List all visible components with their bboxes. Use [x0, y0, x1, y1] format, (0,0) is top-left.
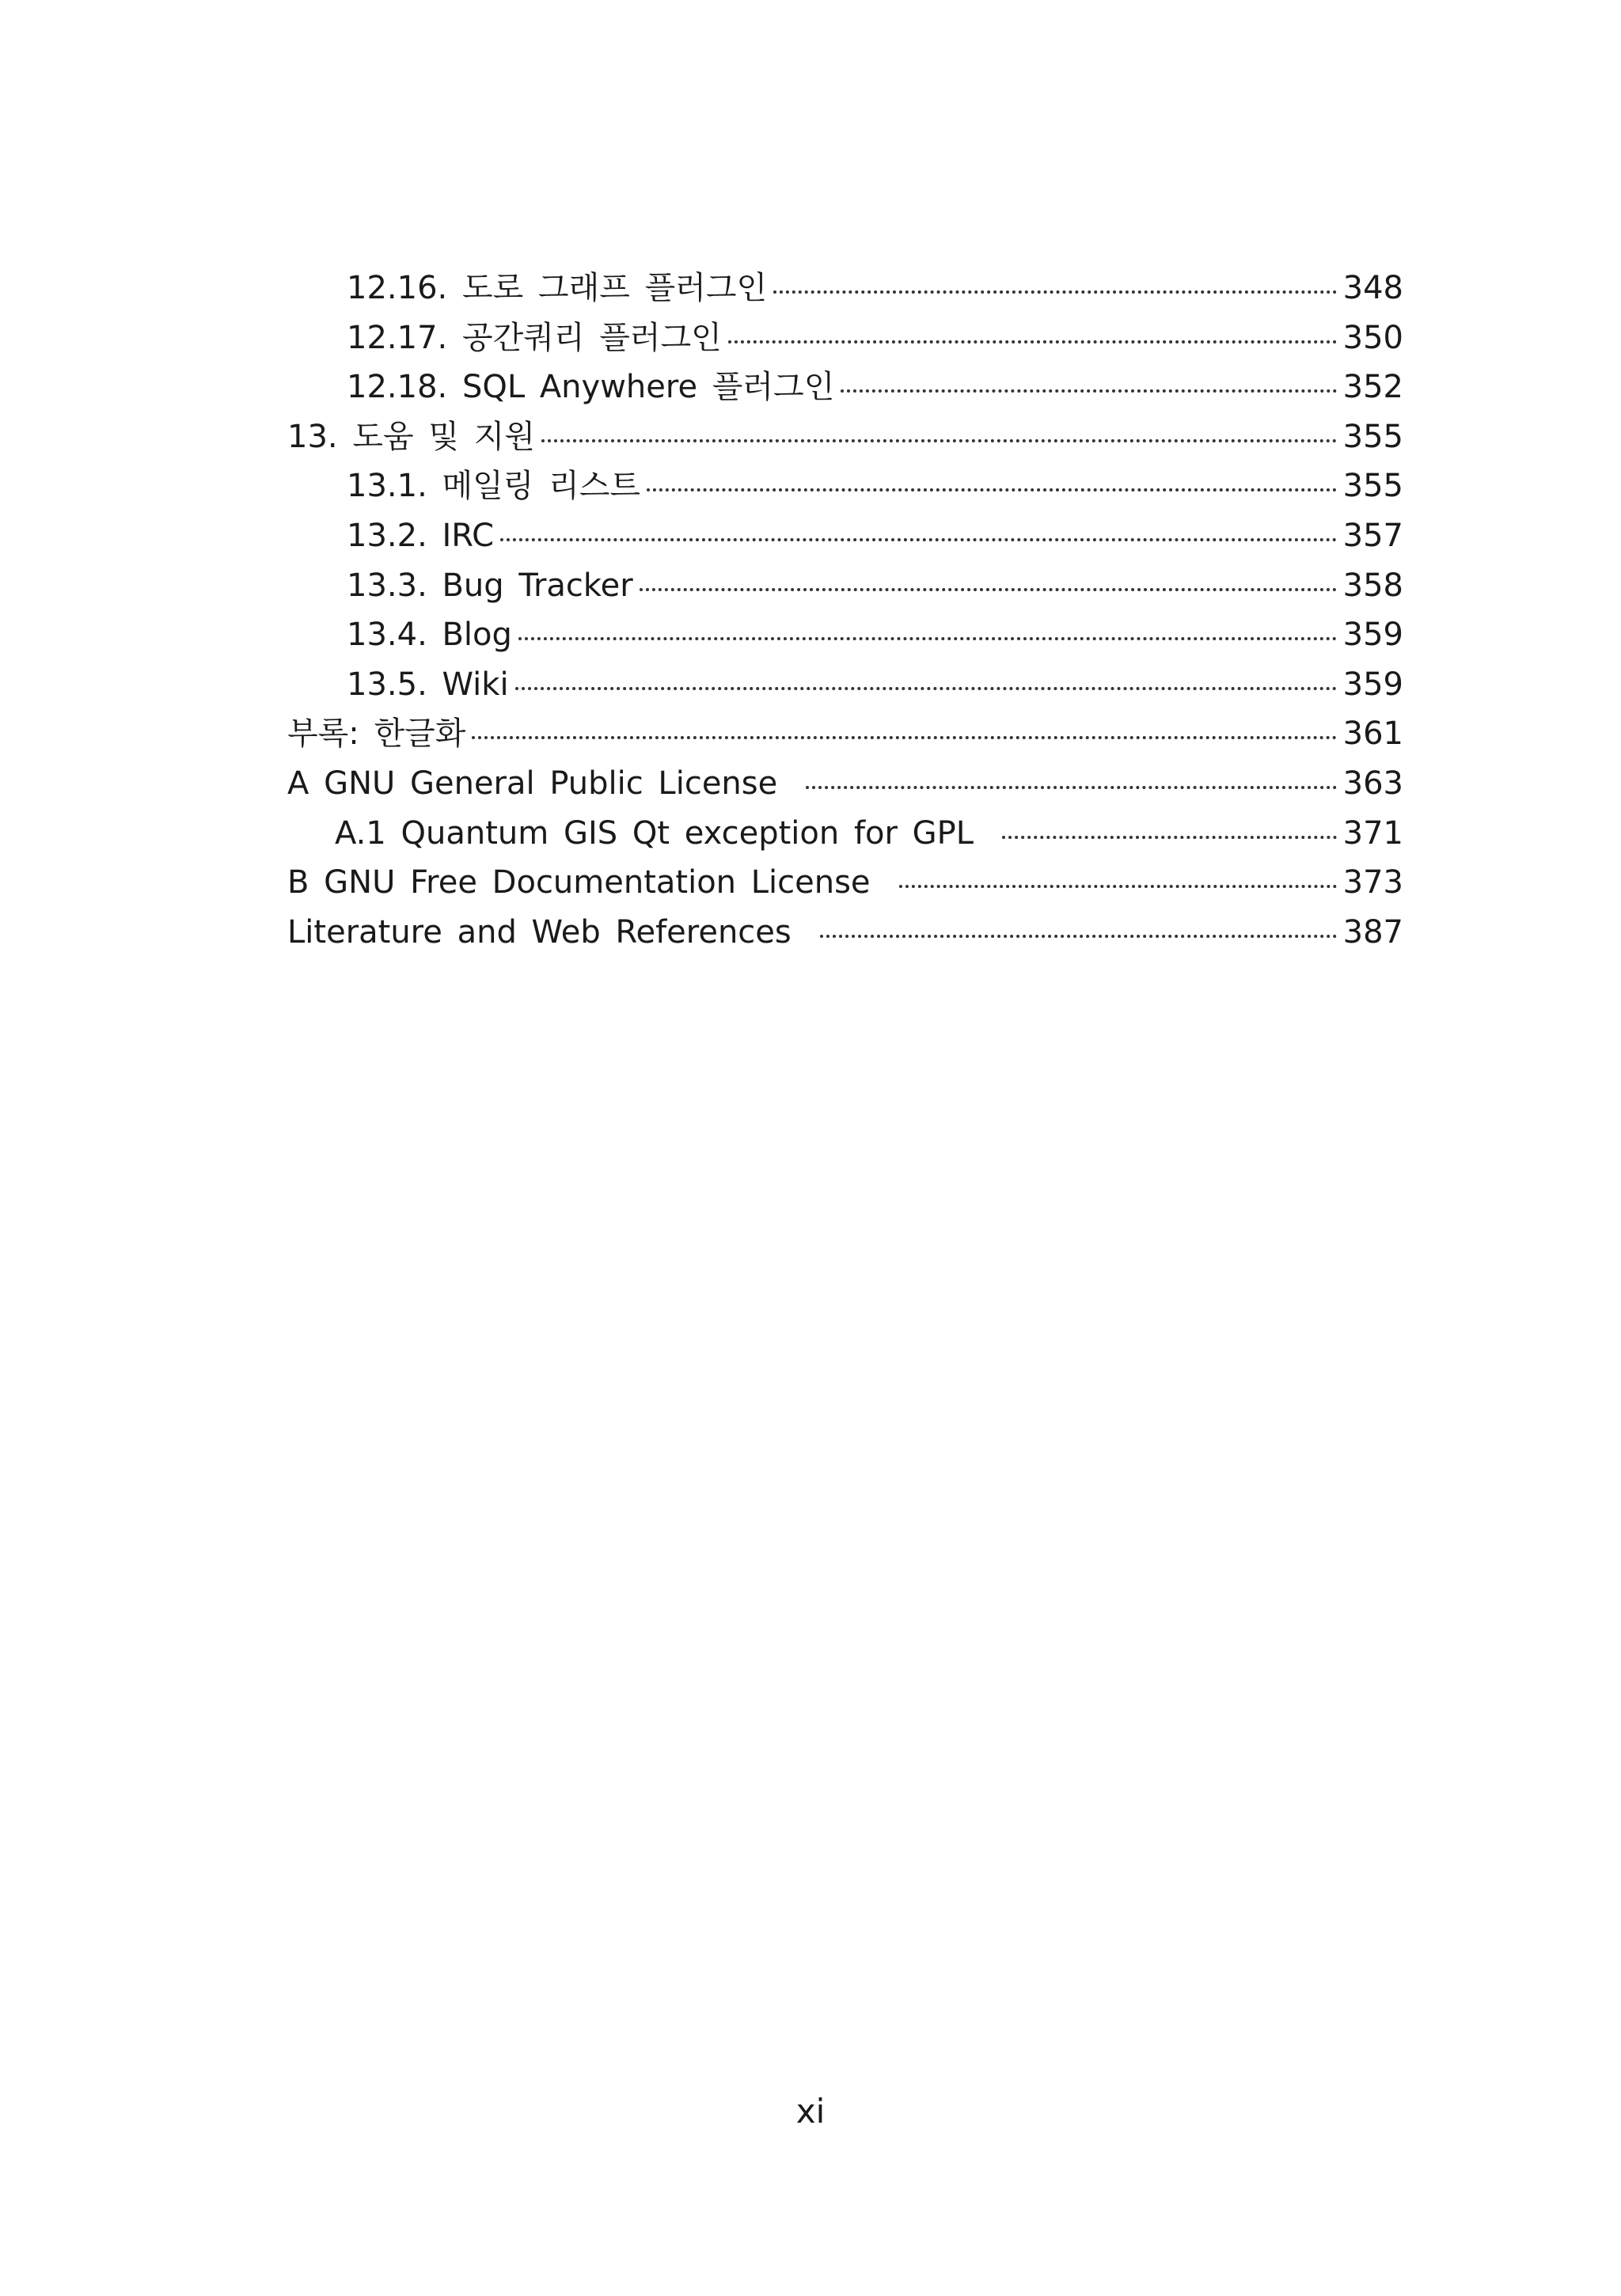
toc-entry[interactable]: [287, 561, 1403, 611]
toc-dot-leader: [1002, 836, 1337, 839]
toc-entry-label: 12.16. 도로 그래프 플러그인: [347, 270, 768, 306]
toc-entry[interactable]: [287, 709, 1403, 759]
toc-entry-label: 13.2. IRC: [347, 517, 495, 554]
toc-entry-page: 350: [1342, 319, 1403, 356]
toc-entry-label: 12.17. 공간쿼리 플러그인: [347, 319, 722, 356]
toc-entry-label: A.1 Quantum GIS Qt exception for GPL: [335, 814, 974, 852]
toc-entry[interactable]: [287, 412, 1403, 462]
toc-dot-leader: [773, 290, 1337, 294]
toc-entry[interactable]: [287, 461, 1403, 511]
toc-entry[interactable]: [287, 511, 1403, 561]
toc-entry-page: 357: [1342, 517, 1403, 554]
toc-entry-page: 355: [1342, 418, 1403, 455]
toc-entry-page: 355: [1342, 468, 1403, 505]
toc-entry-label: 12.18. SQL Anywhere 플러그인: [347, 369, 835, 406]
toc-entry-label: 13.3. Bug Tracker: [347, 567, 633, 604]
toc-entry-label: 13. 도움 및 지원: [287, 418, 535, 455]
toc-entry-page: 359: [1342, 666, 1403, 703]
toc-dot-leader: [647, 488, 1337, 491]
toc-entry[interactable]: [287, 809, 1403, 859]
toc-entry[interactable]: [287, 610, 1403, 660]
toc-entry-page: 359: [1342, 617, 1403, 654]
toc-entry[interactable]: [287, 858, 1403, 908]
toc-dot-leader: [472, 736, 1336, 739]
toc-entry-page: 348: [1342, 270, 1403, 306]
toc-dot-leader: [899, 885, 1337, 888]
toc-entry-label: A GNU General Public License: [287, 765, 778, 802]
toc-entry-page: 387: [1342, 913, 1403, 951]
toc-entry-label: 부록: 한글화: [287, 715, 466, 753]
toc-dot-leader: [728, 340, 1337, 343]
toc-entry-label: Literature and Web References: [287, 913, 792, 951]
toc-entry[interactable]: [287, 264, 1403, 313]
toc-entry[interactable]: [287, 362, 1403, 412]
toc-dot-leader: [820, 935, 1337, 938]
toc-entry-label: 13.5. Wiki: [347, 666, 509, 703]
table-of-contents: [287, 264, 1403, 957]
toc-entry-page: 371: [1342, 814, 1403, 852]
toc-dot-leader: [806, 786, 1336, 789]
toc-entry-label: 13.4. Blog: [347, 617, 512, 654]
toc-entry-label: 13.1. 메일링 리스트: [347, 468, 641, 505]
toc-dot-leader: [500, 538, 1337, 541]
toc-entry-page: 358: [1342, 567, 1403, 604]
toc-dot-leader: [640, 588, 1337, 591]
toc-dot-leader: [841, 389, 1336, 393]
toc-entry[interactable]: [287, 908, 1403, 958]
page-number: xi: [795, 2092, 826, 2131]
toc-dot-leader: [515, 687, 1337, 690]
toc-entry-page: 363: [1342, 765, 1403, 802]
toc-entry[interactable]: [287, 759, 1403, 809]
toc-entry-label: B GNU Free Documentation License: [287, 864, 871, 901]
toc-entry-page: 373: [1342, 864, 1403, 901]
toc-entry[interactable]: [287, 660, 1403, 710]
toc-entry[interactable]: [287, 313, 1403, 363]
toc-dot-leader: [518, 637, 1337, 640]
toc-entry-page: 352: [1342, 369, 1403, 406]
toc-dot-leader: [541, 439, 1337, 442]
toc-entry-page: 361: [1342, 715, 1403, 753]
